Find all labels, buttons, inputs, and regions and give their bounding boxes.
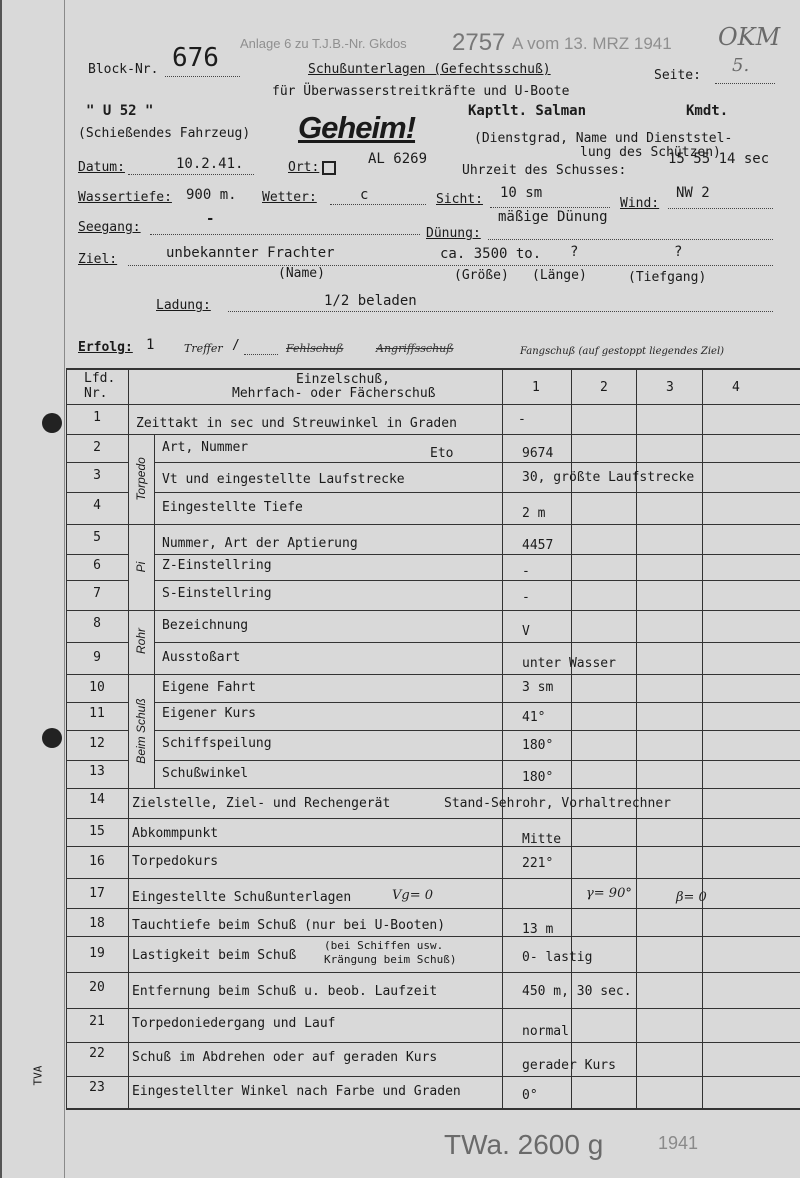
wind-value: NW 2 xyxy=(676,185,710,201)
row-17-beta: β= 0 xyxy=(676,890,707,905)
group-divider xyxy=(154,434,155,788)
angriffsschuss-label: Angriffsschuß xyxy=(376,342,454,355)
row-rule xyxy=(66,702,128,703)
row-rule xyxy=(66,846,800,847)
row-13-value: 180° xyxy=(522,770,554,785)
row-rule xyxy=(66,908,800,909)
duenung-value: mäßige Dünung xyxy=(498,209,608,225)
row-19-small2: Krängung beim Schuß) xyxy=(324,953,457,966)
row-14-nr: 14 xyxy=(89,792,105,807)
seegang-value: - xyxy=(206,211,215,227)
row-1-nr: 1 xyxy=(93,410,101,425)
row-20-value: 450 m, 30 sec. xyxy=(522,984,632,999)
commander-role: Kmdt. xyxy=(686,103,729,119)
row-22-label: Schuß im Abdrehen oder auf geraden Kurs xyxy=(132,1050,438,1065)
row-12-value: 180° xyxy=(522,738,554,753)
commander-caption1: (Dienstgrad, Name und Dienststel- xyxy=(474,131,733,146)
erfolg-dots xyxy=(244,353,278,355)
duenung-dots xyxy=(488,238,773,240)
fangschuss-label: Fangschuß (auf gestoppt liegendes Ziel) xyxy=(520,346,725,357)
row-19-nr: 19 xyxy=(89,946,105,961)
wassertiefe-value: 900 m. xyxy=(186,187,237,203)
wassertiefe-label: Wassertiefe: xyxy=(78,190,172,205)
row-10-label: Eigene Fahrt xyxy=(162,680,256,695)
row-5-nr: 5 xyxy=(93,530,101,545)
row-6-nr: 6 xyxy=(93,558,101,573)
table-top-border xyxy=(66,368,800,370)
col-header-3: 3 xyxy=(666,380,674,395)
sicht-value: 10 sm xyxy=(500,185,543,201)
row-13-nr: 13 xyxy=(89,764,105,779)
row-7-value: - xyxy=(522,590,530,605)
row-12-nr: 12 xyxy=(89,736,105,751)
row-12-label: Schiffspeilung xyxy=(162,736,272,751)
row-rule xyxy=(66,434,800,435)
block-label: Block-Nr. xyxy=(88,62,159,77)
row-rule xyxy=(66,936,800,937)
geheim-stamp: Geheim! xyxy=(298,110,416,145)
form-number: TWa. 2600 g xyxy=(444,1129,604,1160)
data-table xyxy=(66,368,800,1110)
row-23-label: Eingestellter Winkel nach Farbe und Graden xyxy=(132,1084,461,1099)
row-4-value: 2 m xyxy=(522,506,546,521)
row-11-value: 41° xyxy=(522,710,546,725)
ziel-label: Ziel: xyxy=(78,252,118,267)
col-header-main-2: Mehrfach- oder Fächerschuß xyxy=(232,386,436,401)
page-edge xyxy=(0,0,2,1178)
row-3-nr: 3 xyxy=(93,468,101,483)
seegang-label: Seegang: xyxy=(78,220,141,235)
col-header-1: 1 xyxy=(532,380,540,395)
wind-dots xyxy=(668,207,773,209)
row-9-value: unter Wasser xyxy=(522,656,616,671)
row-13-label: Schußwinkel xyxy=(162,766,249,781)
row-21-value: normal xyxy=(522,1024,569,1039)
group-pi: Pi xyxy=(134,561,148,573)
row-4-label: Eingestellte Tiefe xyxy=(162,500,303,515)
ziel-dots xyxy=(128,264,773,266)
row-16-label: Torpedokurs xyxy=(132,854,219,869)
sicht-dots xyxy=(490,206,610,208)
group-torpedo: Torpedo xyxy=(134,457,148,501)
col-divider-lfd xyxy=(128,368,129,1110)
form-year: 1941 xyxy=(658,1133,699,1153)
row-1-label: Zeittakt in sec und Streuwinkel in Graden xyxy=(136,416,457,431)
col-header-lfd: Lfd. Nr. xyxy=(84,371,116,401)
ort-value: AL 6269 xyxy=(368,151,428,167)
caption-tiefgang: (Tiefgang) xyxy=(628,270,707,285)
punch-hole-top xyxy=(42,413,62,433)
group-rohr: Rohr xyxy=(134,628,148,655)
row-rule xyxy=(66,642,128,643)
row-17-vg: Vg= 0 xyxy=(392,888,434,903)
row-2-value: 9674 xyxy=(522,446,554,461)
datum-dots xyxy=(128,173,254,175)
row-11-label: Eigener Kurs xyxy=(162,706,256,721)
datum-value: 10.2.41. xyxy=(176,156,244,172)
row-rule xyxy=(154,642,800,643)
row-23-nr: 23 xyxy=(89,1080,105,1095)
commander-caption2: lung des Schützen) xyxy=(580,145,721,160)
seite-label: Seite: xyxy=(654,68,701,83)
ziel-name: unbekannter Frachter xyxy=(166,245,335,261)
row-rule xyxy=(154,462,800,463)
okm-mark: OKM xyxy=(718,23,781,51)
col-header-2: 2 xyxy=(600,380,608,395)
ort-box xyxy=(322,160,336,175)
row-10-nr: 10 xyxy=(89,680,105,695)
anlage-stamp: Anlage 6 zu T.J.B.-Nr. Gkdos xyxy=(240,36,407,51)
row-rule xyxy=(154,760,800,761)
row-rule xyxy=(66,730,128,731)
row-rule xyxy=(66,878,800,879)
row-rule xyxy=(154,492,800,493)
vessel-name: " U 52 " xyxy=(86,103,154,119)
row-rule xyxy=(154,730,800,731)
caption-name: (Name) xyxy=(278,266,325,281)
row-19-label: Lastigkeit beim Schuß xyxy=(132,948,297,963)
row-14-value: Stand-Sehrohr, Vorhaltrechner xyxy=(444,796,671,811)
title-line2: für Überwasserstreitkräfte und U-Boote xyxy=(272,84,570,99)
row-rule xyxy=(66,674,800,675)
row-10-value: 3 sm xyxy=(522,680,554,695)
caption-groesse: (Größe) xyxy=(454,268,509,283)
row-22-value: gerader Kurs xyxy=(522,1058,616,1073)
row-6-value: - xyxy=(522,564,530,579)
ort-label: Ort: xyxy=(288,160,320,175)
side-mark: TVA xyxy=(31,1065,45,1086)
ladung-value: 1/2 beladen xyxy=(324,293,417,309)
vessel-caption: (Schießendes Fahrzeug) xyxy=(78,126,251,141)
seegang-dots xyxy=(150,233,420,235)
table-bottom-border xyxy=(66,1108,800,1110)
row-18-label: Tauchtiefe beim Schuß (nur bei U-Booten) xyxy=(132,918,446,933)
erfolg-label: Erfolg: xyxy=(78,340,133,355)
row-rule xyxy=(66,462,128,463)
col-header-main-1: Einzelschuß, xyxy=(296,372,390,387)
margin-line xyxy=(64,0,65,1178)
row-14-label: Zielstelle, Ziel- und Rechengerät xyxy=(132,796,391,811)
row-rule xyxy=(66,788,800,789)
row-rule xyxy=(66,492,128,493)
row-17-nr: 17 xyxy=(89,886,105,901)
row-18-value: 13 m xyxy=(522,922,554,937)
wind-label: Wind: xyxy=(620,196,660,211)
row-17-gamma: γ= 90° xyxy=(586,886,632,901)
row-rule xyxy=(66,818,800,819)
row-20-label: Entfernung beim Schuß u. beob. Laufzeit xyxy=(132,984,438,999)
row-rule xyxy=(66,1008,800,1009)
row-17-label: Eingestellte Schußunterlagen xyxy=(132,890,352,905)
block-dots xyxy=(165,75,240,77)
row-rule xyxy=(66,1076,800,1077)
row-rule xyxy=(66,1042,800,1043)
block-number: 676 xyxy=(172,43,219,73)
row-16-nr: 16 xyxy=(89,854,105,869)
row-2-extra: Eto xyxy=(430,446,454,461)
row-rule xyxy=(66,404,800,405)
sicht-label: Sicht: xyxy=(436,192,483,207)
group-beim-schuss: Beim Schuß xyxy=(134,698,148,764)
row-rule xyxy=(154,702,800,703)
row-5-value: 4457 xyxy=(522,538,554,553)
row-rule xyxy=(154,580,800,581)
row-6-label: Z-Einstellring xyxy=(162,558,272,573)
row-22-nr: 22 xyxy=(89,1046,105,1061)
commander-name: Kaptlt. Salman xyxy=(468,103,587,119)
row-2-label: Art, Nummer xyxy=(162,440,249,455)
row-9-label: Ausstoßart xyxy=(162,650,241,665)
uhrzeit-label: Uhrzeit des Schusses: xyxy=(462,163,627,178)
anlage-number: 2757 xyxy=(452,29,506,56)
row-rule xyxy=(66,972,800,973)
erfolg-value: 1 xyxy=(146,337,155,353)
duenung-label: Dünung: xyxy=(426,226,481,241)
row-19-value: 0- lastig xyxy=(522,950,593,965)
row-rule xyxy=(66,580,128,581)
wetter-label: Wetter: xyxy=(262,190,317,205)
row-2-nr: 2 xyxy=(93,440,101,455)
row-8-value: V xyxy=(522,624,530,639)
fehlschuss-label: Fehlschuß xyxy=(286,342,344,355)
seite-value: 5. xyxy=(732,55,750,76)
col-header-4: 4 xyxy=(732,380,740,395)
wetter-value: c xyxy=(360,187,369,203)
row-15-nr: 15 xyxy=(89,824,105,839)
uhrzeit-value: 15 55 14 sec xyxy=(668,151,770,167)
row-5-label: Nummer, Art der Aptierung xyxy=(162,536,358,551)
row-7-nr: 7 xyxy=(93,586,101,601)
row-8-label: Bezeichnung xyxy=(162,618,249,633)
caption-laenge: (Länge) xyxy=(532,268,587,283)
ziel-groesse: ca. 3500 to. xyxy=(440,246,542,262)
col-divider-4 xyxy=(702,368,703,1110)
wetter-dots xyxy=(330,203,426,205)
row-rule xyxy=(66,524,800,525)
row-15-label: Abkommpunkt xyxy=(132,826,219,841)
ziel-tiefgang: ? xyxy=(674,244,683,260)
seite-dots xyxy=(715,82,775,84)
row-8-nr: 8 xyxy=(93,616,101,631)
row-7-label: S-Einstellring xyxy=(162,586,272,601)
row-21-label: Torpedoniedergang und Lauf xyxy=(132,1016,336,1031)
row-20-nr: 20 xyxy=(89,980,105,995)
datum-label: Datum: xyxy=(78,160,125,175)
ladung-dots xyxy=(228,310,773,312)
row-11-nr: 11 xyxy=(89,706,105,721)
row-4-nr: 4 xyxy=(93,498,101,513)
stamp-date: A vom 13. MRZ 1941 xyxy=(512,34,672,53)
row-rule xyxy=(66,554,128,555)
row-rule xyxy=(66,760,128,761)
row-18-nr: 18 xyxy=(89,916,105,931)
row-23-value: 0° xyxy=(522,1088,538,1103)
row-3-value: 30, größte Laufstrecke xyxy=(522,470,695,485)
col-divider-1 xyxy=(502,368,503,1110)
row-21-nr: 21 xyxy=(89,1014,105,1029)
slash-mark: / xyxy=(232,338,240,353)
row-1-value: - xyxy=(518,412,526,427)
punch-hole-bottom xyxy=(42,728,62,748)
ziel-laenge: ? xyxy=(570,244,579,260)
row-rule xyxy=(66,610,800,611)
row-16-value: 221° xyxy=(522,856,554,871)
row-3-label: Vt und eingestellte Laufstrecke xyxy=(162,472,405,487)
treffer-label: Treffer xyxy=(184,342,223,355)
row-19-small1: (bei Schiffen usw. xyxy=(324,939,444,952)
row-15-value: Mitte xyxy=(522,832,562,847)
row-rule xyxy=(154,554,800,555)
ladung-label: Ladung: xyxy=(156,298,211,313)
row-9-nr: 9 xyxy=(93,650,101,665)
title-line1: Schußunterlagen (Gefechtsschuß) xyxy=(308,62,551,77)
